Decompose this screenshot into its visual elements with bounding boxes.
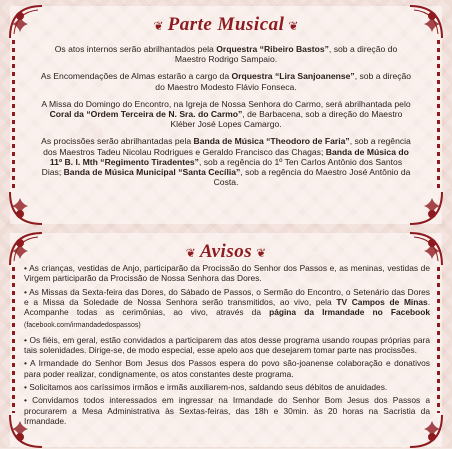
- bullet-icon: •: [24, 286, 30, 297]
- paragraph: Os atos internos serão abrilhantados pela Orquestra “Ribeiro Bastos”, sob a direção do Maestro Rodrigo Sampaio.: [54, 44, 398, 65]
- section-title: Avisos: [199, 241, 253, 262]
- list-item: • Convidamos todos interessados em ingressar na Irmandade do Senhor Bom Jesus dos Passos a procurarem a Mesa Administrativa às Sextas-feiras, das 18h e 30min. às 20 horas na Sacristia da Irmandade.: [24, 395, 431, 426]
- list-item: • A Irmandade do Senhor Bom Jesus dos Passos espera do povo são-joanense colaboração e donativos para poder realizar, condignamente, os atos constantes deste programa.: [24, 358, 430, 379]
- ornament-corner: [8, 190, 44, 226]
- parte-musical-panel: [10, 6, 442, 224]
- flourish-icon: ❦: [153, 19, 164, 33]
- bullet-icon: •: [24, 381, 30, 392]
- ornament-border: [437, 267, 440, 413]
- flourish-icon: ❦: [288, 19, 299, 33]
- ornament-corner: [8, 413, 44, 449]
- flourish-icon: ❦: [185, 246, 196, 260]
- bullet-icon: •: [24, 263, 30, 273]
- avisos-list: [24, 263, 430, 426]
- ornament-corner: [408, 413, 444, 449]
- ornament-corner: [408, 190, 444, 226]
- ornament-border: [12, 267, 15, 413]
- avisos-panel: [10, 233, 442, 447]
- list-item: • As crianças, vestidas de Anjo, participarão da Procissão do Senhor dos Passos e, as meninas, vestidas de Virgem participarão da Procissão de Nossa Senhora das Dores.: [24, 263, 430, 284]
- bullet-icon: •: [24, 334, 30, 345]
- bullet-icon: •: [24, 358, 30, 369]
- list-item: • As Missas da Sexta-feira das Dores, do Sábado de Passos, o Sermão do Encontro, o Setenário das Dores e a Missa da Soledade de Nossa Senhora serão transmitidos, ao vivo, pela TV Campos de Minas. Acompanhe todas as cerimônias, ao vivo, através da página da Irmandade no Facebook (facebook.com/irmandadedospassos): [24, 286, 431, 330]
- paragraph: A Missa do Domingo do Encontro, na Igreja de Nossa Senhora do Carmo, será abrilhantada pelo Coral da “Ordem Terceira de N. Sra. do Carmo”, de Barbacena, sob a direção do Maestro Kléber José Lopes Camargo.: [41, 98, 411, 130]
- paragraph: As Encomendações de Almas estarão a cargo da Orquestra “Lira Sanjoanense”, sob a direção do Maestro Modesto Flávio Fonseca.: [40, 71, 412, 92]
- flourish-icon: ❦: [256, 246, 267, 260]
- section-title: Parte Musical: [167, 14, 285, 35]
- ornament-border: [437, 40, 440, 190]
- paragraph: As procissões serão abrilhantadas pela Banda de Música “Theodoro de Faria”, sob a regência dos Maestros Tadeu Nicolau Rodrigues e Geraldo Francisco das Chagas; Banda de Música do 11º B. I. Mth “Regimento Tiradentes”, sob a regência do 1º Ten Carlos Antônio dos Santos Dias; Banda de Música Municipal “Santa Cecília”, sob a regência do Maestro José Antônio da Costa.: [41, 136, 411, 188]
- bullet-icon: •: [24, 395, 33, 406]
- list-item: • Os fiéis, em geral, estão convidados a participarem das atos desse programa usando roupas próprias para tais solenidades. Dirige-se, de modo especial, esse apelo aos que desejarem tomar parte nas procissões.: [24, 334, 430, 356]
- ornament-border: [12, 40, 15, 190]
- list-item: • Solicitamos aos caríssimos irmãos e irmãs auxiliarem-nos, saldando seus débitos de anuidades.: [24, 381, 388, 392]
